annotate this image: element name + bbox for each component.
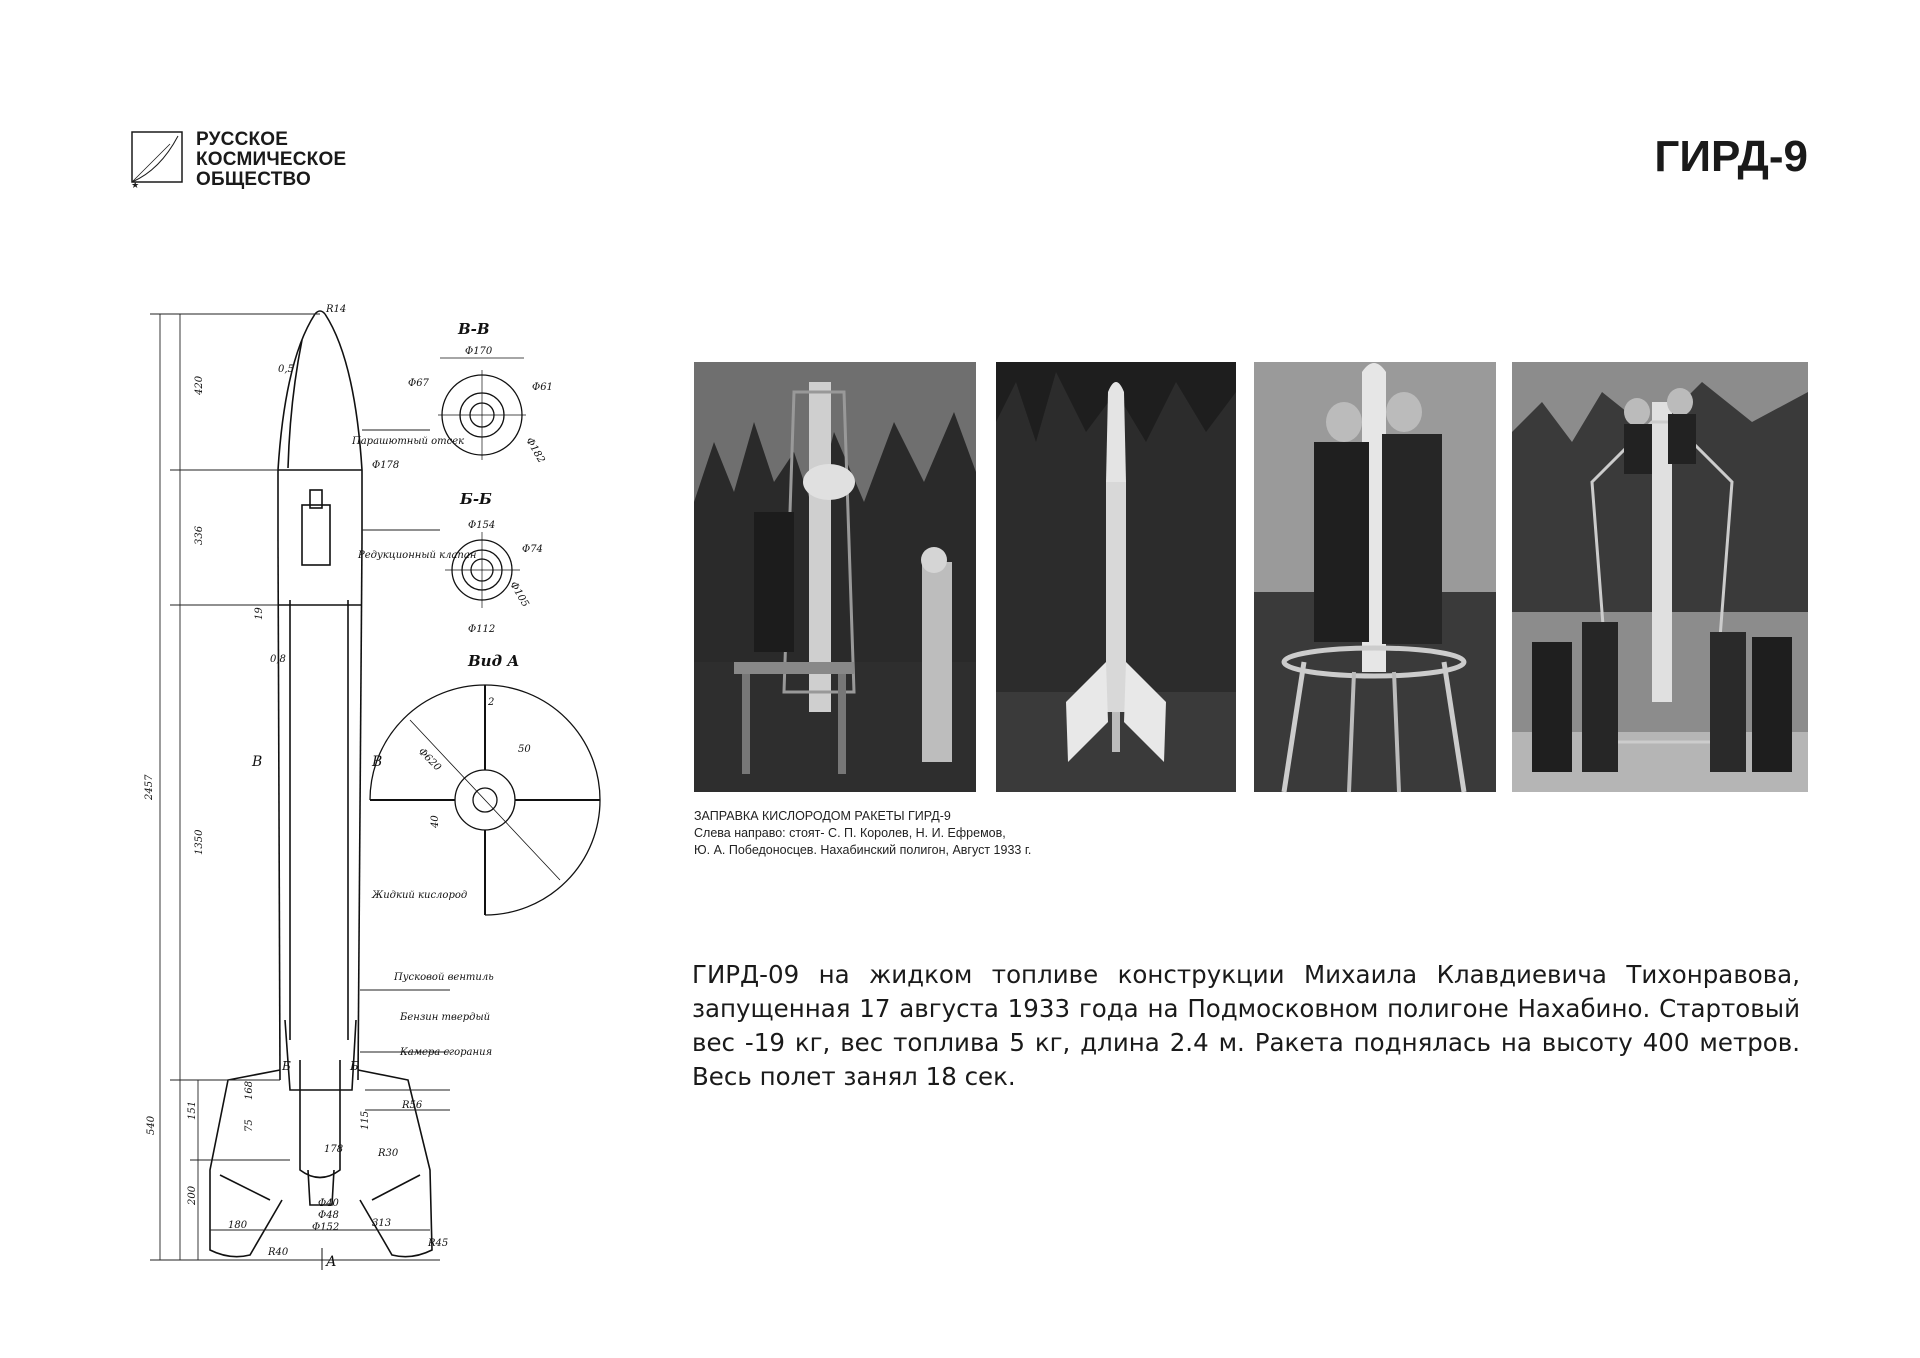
label-reducer: Редукционный клапан bbox=[358, 550, 477, 561]
dim-1350: 1350 bbox=[194, 829, 205, 855]
dim-phi40: Φ40 bbox=[318, 1198, 339, 1209]
label-valve: Пусковой вентиль bbox=[394, 972, 494, 983]
dim-336: 336 bbox=[194, 525, 205, 545]
dim-168: 168 bbox=[244, 1080, 255, 1100]
dim-540: 540 bbox=[146, 1115, 157, 1135]
label-chamber: Камера сгорания bbox=[400, 1047, 493, 1058]
dim-phi112: Φ112 bbox=[468, 624, 496, 635]
dim-r30: R30 bbox=[378, 1148, 399, 1159]
photo-fueling bbox=[694, 362, 976, 792]
dim-phi67: Φ67 bbox=[408, 378, 429, 389]
section-mark-beta-left: Б bbox=[282, 1059, 291, 1073]
dim-phi178: Φ178 bbox=[372, 460, 400, 471]
caption-line-2: Слева направо: стоят- С. П. Королев, Н. И. Ефремов, bbox=[694, 826, 1006, 840]
logo-line-3: ОБЩЕСТВО bbox=[196, 169, 311, 190]
dim-313: 313 bbox=[372, 1218, 392, 1229]
dim-0-8: 0,8 bbox=[270, 654, 286, 665]
dim-2457: 2457 bbox=[144, 774, 155, 800]
section-bb-title: Б-Б bbox=[460, 490, 492, 508]
society-logo bbox=[130, 130, 346, 194]
dim-50: 50 bbox=[518, 744, 531, 755]
caption-line-3: Ю. А. Победоносцев. Нахабинский полигон, Август 1933 г. bbox=[694, 843, 1032, 857]
dim-0-5: 0,5 bbox=[278, 364, 294, 375]
label-oxygen: Жидкий кислород bbox=[372, 890, 468, 901]
dim-40: 40 bbox=[430, 815, 441, 828]
dim-75: 75 bbox=[244, 1119, 255, 1132]
dim-phi61: Φ61 bbox=[532, 382, 553, 393]
label-gasoline: Бензин твердый bbox=[400, 1012, 491, 1023]
dim-phi105: Φ105 bbox=[507, 580, 531, 610]
dim-phi48: Φ48 bbox=[318, 1210, 339, 1221]
caption-line-1: ЗАПРАВКА КИСЛОРОДОМ РАКЕТЫ ГИРД-9 bbox=[694, 809, 951, 823]
dim-200: 200 bbox=[187, 1185, 198, 1205]
section-mark-b-left: В bbox=[252, 754, 263, 770]
dim-r45: R45 bbox=[428, 1238, 449, 1249]
dim-2: 2 bbox=[488, 697, 495, 708]
dim-151: 151 bbox=[187, 1100, 198, 1120]
dim-r40: R40 bbox=[268, 1247, 289, 1258]
rocket-description: ГИРД-09 на жидком топливе конструкции Михаила Клавдиевича Тихонравова, запущенная 17 августа 1933 года на Подмосковном полигоне Нахабино. Стартовый вес -19 кг, вес топлива 5 кг, длина 2.4 м. Ракета поднялась на высоту 400 метров. Весь полет занял 18 сек. bbox=[692, 960, 1800, 1091]
dim-180: 180 bbox=[228, 1220, 248, 1231]
photo-rocket-standing bbox=[996, 362, 1236, 792]
dim-420: 420 bbox=[194, 375, 205, 395]
label-parachute: Парашютный отсек bbox=[352, 436, 465, 447]
dim-r14: R14 bbox=[326, 304, 347, 315]
dim-phi154: Φ154 bbox=[468, 520, 496, 531]
dim-phi170: Φ170 bbox=[465, 346, 493, 357]
logo-emblem-icon bbox=[130, 130, 188, 194]
rocket-technical-drawing bbox=[140, 300, 660, 1270]
dim-phi620: Φ620 bbox=[415, 746, 443, 774]
logo-line-1: РУССКОЕ bbox=[196, 129, 289, 150]
photo-caption bbox=[694, 808, 1114, 859]
dim-phi182: Φ182 bbox=[523, 436, 547, 466]
section-mark-beta-right: Б bbox=[350, 1059, 359, 1073]
view-a-title: Вид А bbox=[468, 652, 520, 670]
dim-19: 19 bbox=[254, 607, 265, 620]
dim-phi74: Φ74 bbox=[522, 544, 543, 555]
section-vv-title: В-В bbox=[458, 320, 490, 338]
logo-line-2: КОСМИЧЕСКОЕ bbox=[196, 149, 347, 170]
photo-launch-team bbox=[1512, 362, 1808, 792]
photo-two-engineers bbox=[1254, 362, 1496, 792]
dim-178: 178 bbox=[324, 1144, 344, 1155]
logo-text bbox=[196, 130, 346, 190]
dim-r56: R56 bbox=[402, 1100, 423, 1111]
page-title: ГИРД-9 bbox=[1654, 132, 1808, 181]
dim-phi152: Φ152 bbox=[312, 1222, 340, 1233]
dim-115: 115 bbox=[360, 1110, 371, 1130]
view-a-arrow-label: А bbox=[326, 1254, 337, 1270]
section-mark-b-right: В bbox=[372, 754, 383, 770]
